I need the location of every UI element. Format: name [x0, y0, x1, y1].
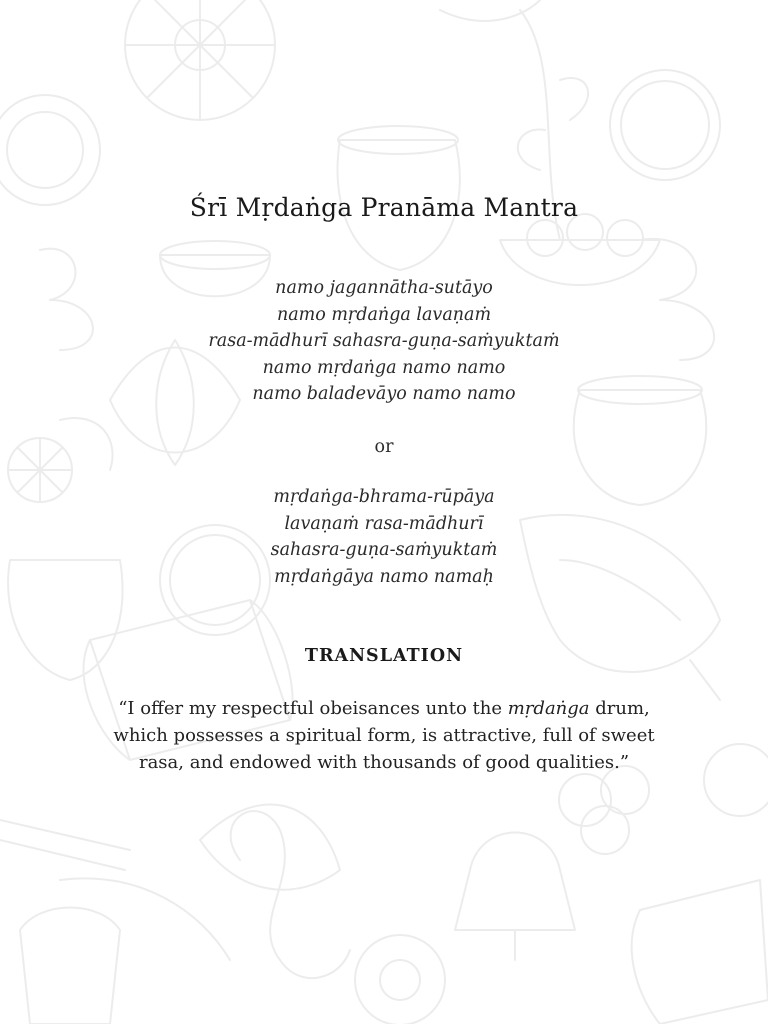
- verse-line: mṛdaṅga-bhrama-rūpāya: [273, 487, 495, 507]
- translation-text-part: “I offer my respectful obeisances unto the: [118, 698, 508, 719]
- translation-emphasis: mṛdaṅga: [507, 698, 590, 719]
- verse-line: lavaṇaṁ rasa-mādhurī: [284, 513, 484, 534]
- verse-line: namo baladevāyo namo namo: [252, 384, 516, 404]
- translation-heading: TRANSLATION: [304, 646, 464, 666]
- verse-line: sahasra-guṇa-saṁyuktaṁ: [270, 540, 498, 560]
- translation-line: rasa, and endowed with thousands of good qualities.”: [138, 752, 630, 773]
- verse-line: namo mṛdaṅga lavaṇaṁ: [276, 304, 492, 325]
- verse-line: rasa-mādhurī sahasra-guṇa-saṁyuktaṁ: [208, 331, 560, 351]
- verse-line: namo jagannātha-sutāyo: [275, 278, 493, 298]
- translation-text: [60, 695, 708, 776]
- translation-text-part: drum,: [589, 698, 650, 719]
- mantra-verse-1: [0, 275, 768, 408]
- translation-line: [60, 695, 708, 722]
- translation-line: which possesses a spiritual form, is attractive, full of sweet: [113, 725, 655, 746]
- verse-separator: or: [374, 437, 394, 457]
- mantra-verse-2: [0, 484, 768, 590]
- verse-line: namo mṛdaṅga namo namo: [262, 357, 506, 378]
- page-title: Śrī Mṛdaṅga Pranāma Mantra: [189, 193, 579, 222]
- verse-line: mṛdaṅgāya namo namaḥ: [274, 566, 494, 587]
